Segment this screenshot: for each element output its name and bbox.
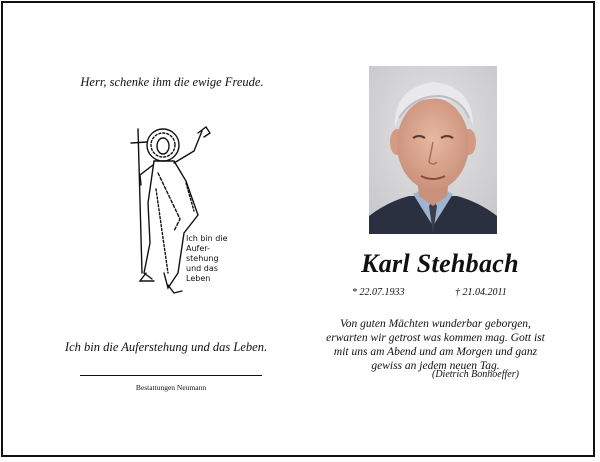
inscription-line-4: und das (186, 264, 218, 273)
deceased-name: Karl Stehbach (361, 249, 519, 278)
poem (318, 317, 553, 373)
bible-quote: Ich bin die Auferstehung und das Leben. (64, 340, 268, 354)
poem-line-3: mit uns am Abend und am Morgen und ganz (333, 346, 538, 358)
risen-christ-drawing-icon (128, 123, 228, 295)
inscription-line-2: Aufer- (186, 244, 210, 253)
poem-line-4: gewiss an jedem neuen Tag. (371, 360, 500, 372)
divider-line (80, 375, 262, 376)
death-date: † 21.04.2011 (455, 287, 507, 298)
poem-author: (Dietrich Bonhoeffer) (432, 369, 519, 380)
birth-date: * 22.07.1933 (352, 287, 405, 298)
inscription-line-3: stehung (186, 254, 219, 263)
funeral-home-name: Bestattungen Neumann (135, 383, 207, 392)
poem-line-1: Von guten Mächten wunderbar geborgen, (340, 318, 531, 330)
poem-line-2: erwarten wir getrost was kommen mag. Gott ist (326, 332, 545, 344)
portrait-photo (369, 66, 497, 234)
prayer-text: Herr, schenke ihm die ewige Freude. (80, 75, 264, 89)
inscription-line-1: Ich bin die (186, 234, 228, 243)
inscription-line-5: Leben (186, 274, 211, 283)
